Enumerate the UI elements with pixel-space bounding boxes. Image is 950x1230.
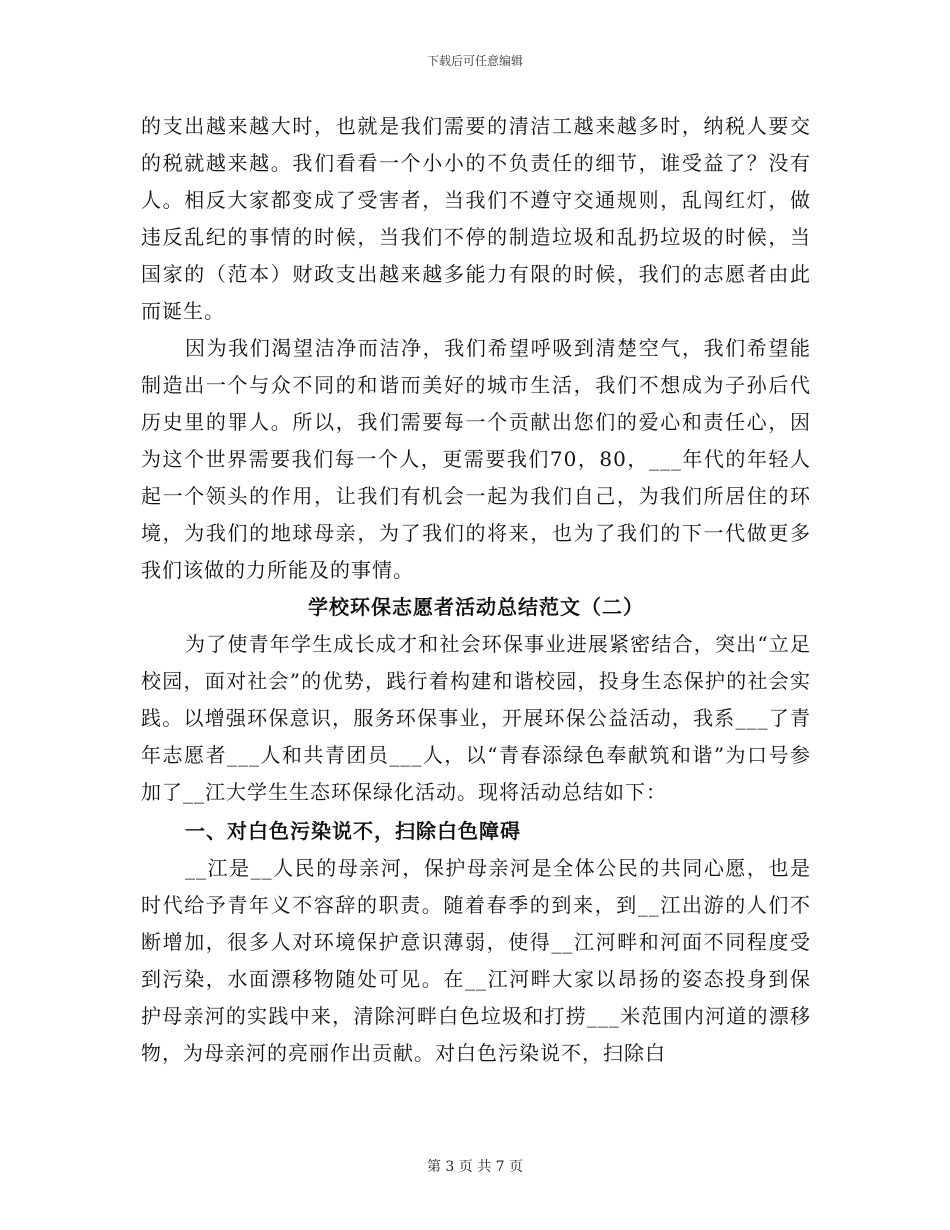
section-title: 学校环保志愿者活动总结范文（二）: [308, 595, 644, 619]
page-content: [141, 108, 811, 1072]
paragraph-intro: 为了使青年学生成长成才和社会环保事业进展紧密结合，突出“立足校园，面对社会”的优势，践行着构建和谐校园，投身生态保护的社会实践。以增强环保意识，服务环保事业，开展环保公益活动，我系___了青年志愿者___人和共青团员___人，以“青春添绿色奉献筑和谐”为口号参加了__江大学生生态环保绿化活动。现将活动总结如下：: [141, 632, 811, 804]
paragraph-continuation: 的支出越来越大时，也就是我们需要的清洁工越来越多时，纳税人要交的税就越来越。我们看看一个小小的不负责任的细节，谁受益了？没有人。相反大家都变成了受害者，当我们不遵守交通规则，乱闯红灯，做违反乱纪的事情的时候，当我们不停的制造垃圾和乱扔垃圾的时候，当国家的（范本）财政支出越来越多能力有限的时候，我们的志愿者由此而诞生。: [141, 114, 811, 323]
subheading: 一、对白色污染说不，扫除白色障碍: [185, 819, 521, 843]
paragraph-aspiration: 因为我们渴望洁净而洁净，我们希望呼吸到清楚空气，我们希望能制造出一个与众不同的和谐而美好的城市生活，我们不想成为子孙后代历史里的罪人。所以，我们需要每一个贡献出您们的爱心和责任心，因为这个世界需要我们每一个人，更需要我们70，80，___年代的年轻人起一个领头的作用，让我们有机会一起为我们自己，为我们所居住的环境，为我们的地球母亲，为了我们的将来，也为了我们的下一代做更多我们该做的力所能及的事情。: [141, 336, 811, 582]
page-header: 下载后可任意编辑: [426, 54, 523, 68]
paragraph-body: __江是__人民的母亲河，保护母亲河是全体公民的共同心愿，也是时代给予青年义不容辞的职责。随着春季的到来，到__江出游的人们不断增加，很多人对环境保护意识薄弱，使得__江河畔和河面不同程度受到污染，水面漂移物随处可见。在__江河畔大家以昂扬的姿态投身到保护母亲河的实践中来，清除河畔白色垃圾和打捞___米范围内河道的漂移物，为母亲河的亮丽作出贡献。对白色污染说不，扫除白: [141, 856, 811, 1065]
page-footer: 第 3 页 共 7 页: [426, 1159, 524, 1175]
